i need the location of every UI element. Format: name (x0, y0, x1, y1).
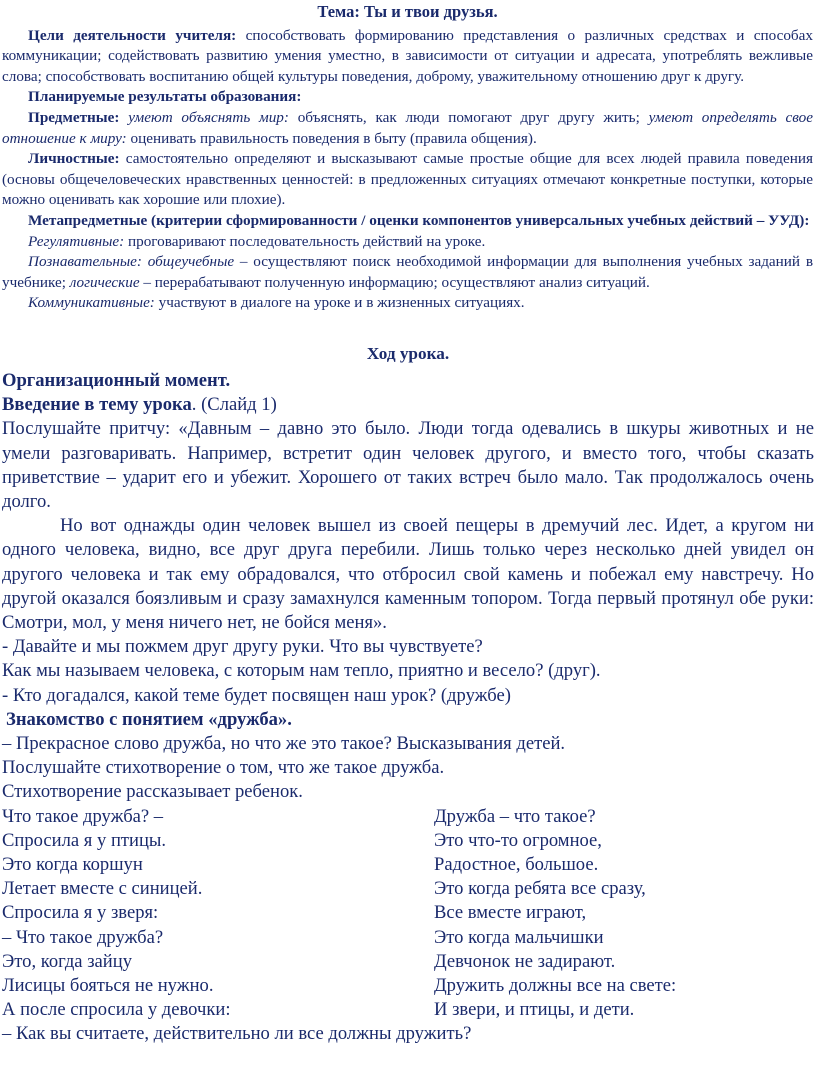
personal-results-text: самостоятельно определяют и высказывают самые простые общие для всех людей правила поведения (основы общечеловеческих нравственных ценностей: в предложенных ситуациях отмечают конкретные поступки, которые можно оценивать как хорошие или плохие). (2, 150, 813, 209)
intro-line-3: - Кто догадался, какой теме будет посвящен наш урок? (дружбе) (2, 684, 511, 706)
intro-heading (2, 393, 814, 417)
poem-right-line: Дружба – что такое? (434, 805, 596, 827)
poem-right-line: Девчонок не задирают. (434, 950, 616, 972)
parable-paragraph-2: Но вот однажды один человек вышел из своей пещеры в дремучий лес. Идет, а кругом ни одного человека, видно, все друг друга перебили. Лишь только через несколько дней увидел он другого человека и так ему обрадовался, что отбросил свой камень и побежал ему навстречу. Но другой оказался боязливым и сразу замахнулся каменным топором. Тогда первый протянул обе руки: Смотри, мол, у меня ничего нет, не бойся меня». (2, 515, 814, 633)
teacher-goals (2, 26, 813, 88)
intro-line-1: - Давайте и мы пожмем друг другу руки. Что вы чувствуете? (2, 636, 483, 658)
lesson-flow-heading: Ход урока. (366, 343, 450, 363)
regulative-label: Регулятивные: (28, 232, 125, 250)
subject-results (2, 108, 813, 149)
spacer (0, 314, 816, 344)
communicative-label: Коммуникативные: (28, 294, 155, 312)
poem-right-line: И звери, и птицы, и дети. (434, 999, 635, 1021)
parable-paragraph-1: Послушайте притчу: «Давным – давно это было. Люди тогда одевались в шкуры животных и не умели разговаривать. Например, встретит один человек другого, и вместо того, чтобы сказать приветствие – ударит его и убежит. Хорошего от таких встреч было мало. Так продолжалось очень долго. (2, 418, 814, 512)
communicative-results (2, 293, 813, 314)
intro-line-2: Как мы называем человека, с которым нам тепло, приятно и весело? (друг). (2, 660, 601, 682)
intro-slide-ref: . (Слайд 1) (191, 394, 277, 416)
subject-results-text-2: оценивать правильность поведения в быту (правила общения). (126, 129, 537, 147)
poem-left-line: Что такое дружба? – (2, 805, 164, 827)
personal-results (2, 149, 813, 211)
personal-results-label: Личностные: (28, 150, 120, 168)
poem-right-line: Все вместе играют, (434, 902, 587, 924)
poem-right-line: Это когда мальчишки (434, 926, 604, 948)
lesson-title: Тема: Ты и твои друзья. (317, 2, 498, 21)
friendship-heading: Знакомство с понятием «дружба». (6, 708, 292, 730)
cognitive-text-2: – перерабатывают полученную информацию; осуществляют анализ ситуаций. (139, 273, 650, 291)
poem-right-line: Дружить должны все на свете: (434, 974, 677, 996)
teacher-goals-label: Цели деятельности учителя: (28, 26, 237, 44)
poem-left-line: А после спросила у девочки: (2, 999, 231, 1021)
subject-results-text-1: объяснять, как люди помогают друг другу жить; (288, 108, 640, 126)
cognitive-label: Познавательные: общеучебные (28, 253, 235, 271)
lesson-objectives-block (0, 2, 816, 314)
subject-results-italic-2: умеют определять свое отношение к миру: (2, 108, 813, 147)
teacher-goals-text: способствовать формированию представления о различных средствах и способах коммуникации; содействовать развитию умения уместно, в зависимости от ситуации и адресата, употреблять вежливые слова; способствовать воспитанию общей культуры поведения, доброму, уважительному отношению друг к другу. (2, 26, 813, 85)
intro-label: Введение в тему урока (2, 394, 192, 416)
poem-left-line: – Что такое дружба? (2, 926, 164, 948)
cognitive-results (2, 252, 813, 293)
poem-left-line: Лисицы бояться не нужно. (2, 974, 214, 996)
poem-left-line: Спросила я у зверя: (2, 902, 159, 924)
regulative-text: проговаривают последовательность действий на уроке. (124, 232, 486, 250)
lesson-body (0, 369, 816, 1047)
meta-results-heading: Метапредметные (критерии сформированности / оценки компонентов универсальных учебных действий – УУД): (28, 211, 810, 229)
cognitive-text-1: – осуществляют поиск необходимой информации для выполнения учебных заданий в учебнике; (2, 253, 813, 291)
poem-left-line: Летает вместе с синицей. (2, 878, 203, 900)
friendship-line-2: Послушайте стихотворение о том, что же такое дружба. (2, 757, 445, 779)
communicative-text: участвуют в диалоге на уроке и в жизненных ситуациях. (154, 294, 525, 312)
poem-left-line: Это когда коршун (2, 853, 143, 875)
regulative-results (2, 232, 813, 253)
friendship-line-1: – Прекрасное слово дружба, но что же это такое? Высказывания детей. (2, 732, 566, 754)
poem-left-line: Спросила я у птицы. (2, 829, 167, 851)
org-moment-heading: Организационный момент. (2, 369, 231, 391)
poem-right-line: Это что-то огромное, (434, 829, 602, 851)
poem-right-line: Радостное, большое. (434, 853, 599, 875)
friendship-line-3: Стихотворение рассказывает ребенок. (2, 781, 303, 803)
planned-results-heading: Планируемые результаты образования: (28, 88, 302, 106)
logical-label: логические (65, 273, 140, 291)
poem-right-line: Это когда ребята все сразу, (434, 878, 646, 900)
final-question: – Как вы считаете, действительно ли все должны дружить? (2, 1023, 472, 1045)
poem-left-line: Это, когда зайцу (2, 950, 132, 972)
subject-results-label: Предметные: (28, 108, 120, 126)
poem (2, 805, 814, 1023)
subject-results-italic-1: умеют объяснять мир: (119, 108, 289, 126)
